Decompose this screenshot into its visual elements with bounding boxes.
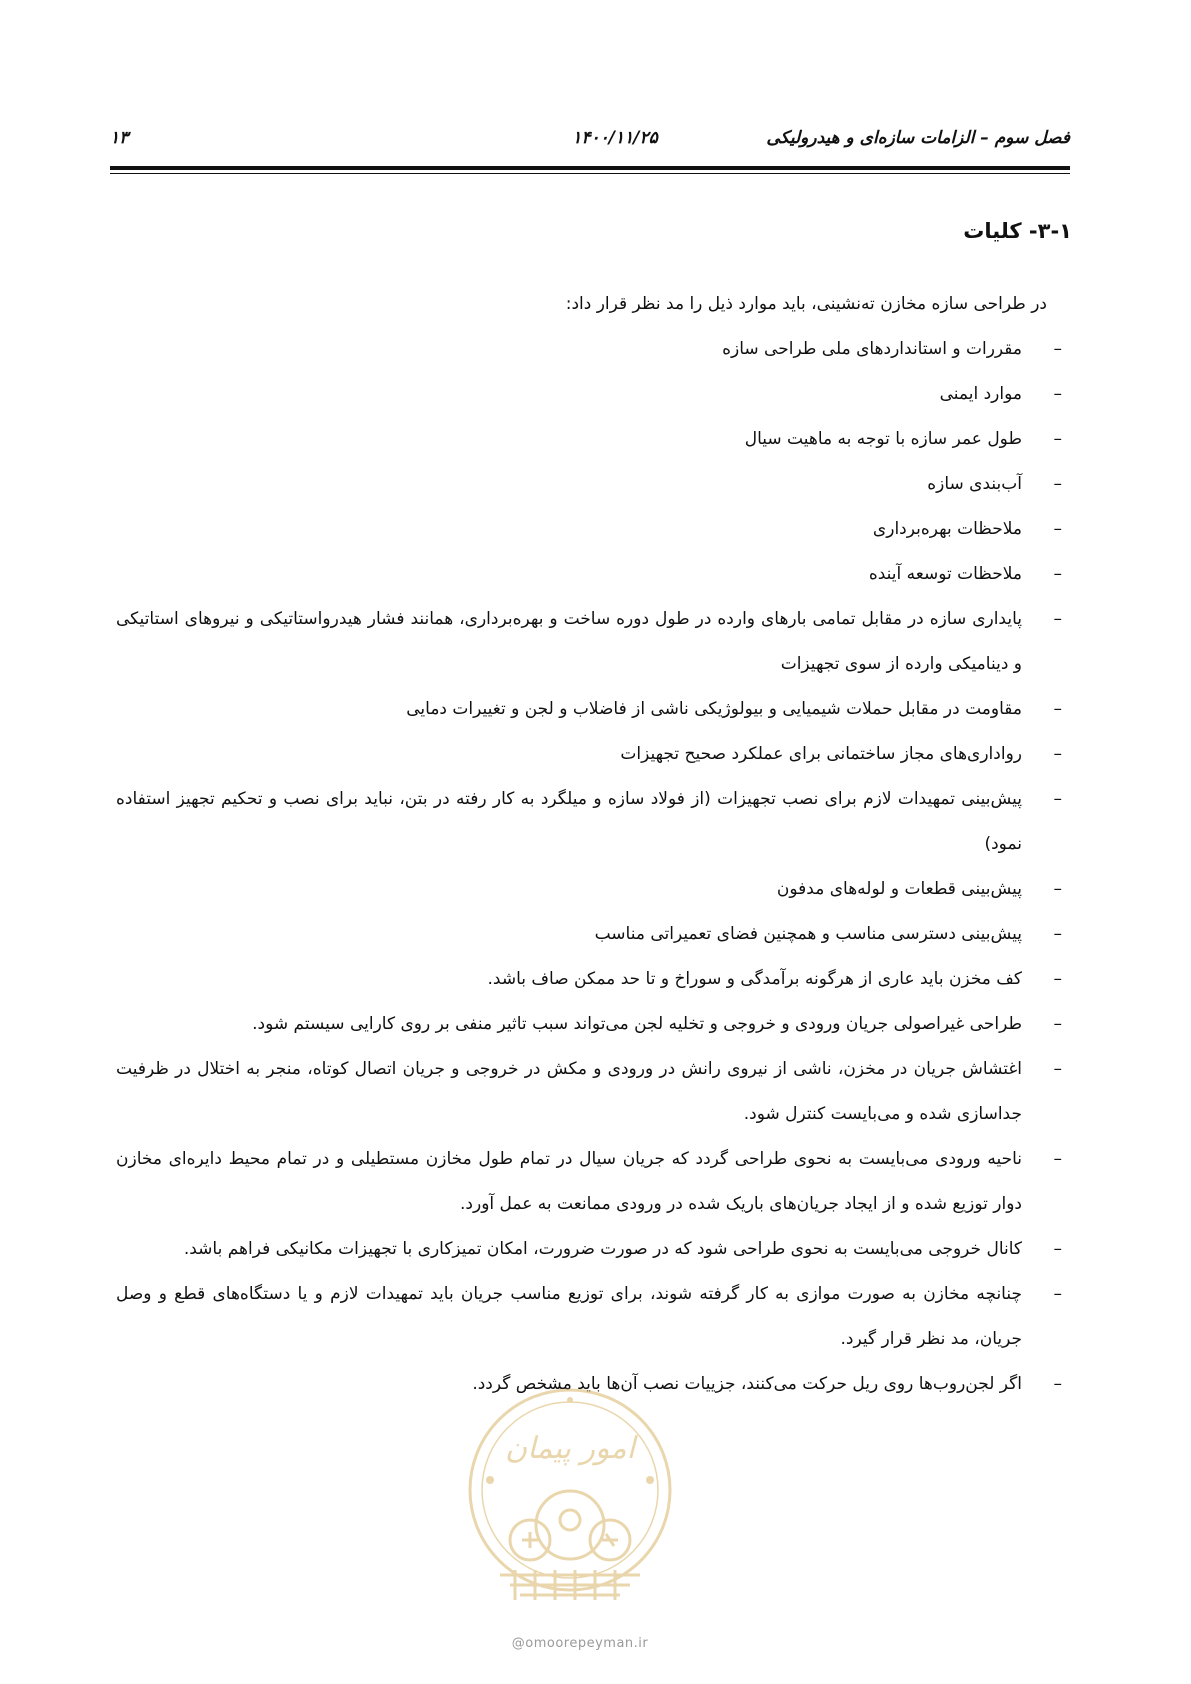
bullet-dash: –	[1053, 564, 1062, 584]
bullet-dash: –	[1053, 1059, 1062, 1079]
bullet-dash: –	[1053, 1014, 1062, 1034]
header-rule-thick	[110, 166, 1070, 170]
watermark-seal-icon	[460, 1370, 680, 1610]
list-item-text: پیش‌بینی قطعات و لوله‌های مدفون	[776, 879, 1022, 899]
list-item-text: موارد ایمنی	[939, 384, 1022, 404]
bullet-dash: –	[1053, 789, 1062, 809]
intro-paragraph: در طراحی سازه مخازن ته‌نشینی، باید موارد ذیل را مد نظر قرار داد:	[565, 294, 1047, 314]
list-item-text: مقاومت در مقابل حملات شیمیایی و بیولوژیکی ناشی از فاضلاب و لجن و تغییرات دمایی	[406, 699, 1022, 719]
list-item-text: ناحیه ورودی می‌بایست به نحوی طراحی گردد که جریان سیال در تمام طول مخازن مستطیلی و در تمام محیط دایره‌ای مخازن دوار توزیع شده و از ایجاد جریان‌های باریک شده در ورودی ممانعت به عمل آورد.	[116, 1149, 1022, 1214]
list-item-text: پیش‌بینی تمهیدات لازم برای نصب تجهیزات (از فولاد سازه و میلگرد به کار رفته در بتن، نباید برای نصب و تحکیم تجهیز استفاده نمود)	[116, 789, 1022, 854]
list-item	[116, 327, 1072, 372]
list-item	[116, 867, 1072, 912]
list-item-text: اغتشاش جریان در مخزن، ناشی از نیروی رانش در ورودی و مکش در خروجی و جریان اتصال کوتاه، منجر به اختلال در ظرفیت جداسازی شده و می‌بایست کنترل شود.	[116, 1059, 1022, 1124]
list-item-text: اگر لجن‌روب‌ها روی ریل حرکت می‌کنند، جزییات نصب آن‌ها باید مشخص گردد.	[472, 1374, 1022, 1394]
list-item-text: پیش‌بینی دسترسی مناسب و همچنین فضای تعمیراتی مناسب	[594, 924, 1022, 944]
page-header	[110, 128, 1070, 158]
list-item-text: پایداری سازه در مقابل تمامی بارهای وارده در طول دوره ساخت و بهره‌برداری، همانند فشار هیدرواستاتیکی و نیروهای استاتیکی و دینامیکی وارده از سوی تجهیزات	[116, 609, 1022, 674]
bullet-dash: –	[1053, 744, 1062, 764]
list-item-text: آب‌بندی سازه	[927, 474, 1022, 494]
section-body	[116, 282, 1072, 1407]
list-item-text: ملاحظات توسعه آینده	[868, 564, 1022, 584]
bullet-dash: –	[1053, 384, 1062, 404]
list-item	[116, 687, 1072, 732]
list-item-text: چنانچه مخازن به صورت موازی به کار گرفته شوند، برای توزیع مناسب جریان باید تمهیدات لازم و یا دستگاه‌های قطع و وصل جریان، مد نظر قرار گیرد.	[116, 1284, 1022, 1349]
bullet-dash: –	[1053, 609, 1062, 629]
bullet-dash: –	[1053, 924, 1062, 944]
bullet-dash: –	[1053, 1239, 1062, 1259]
list-item	[116, 417, 1072, 462]
list-item	[116, 597, 1072, 687]
list-item	[116, 912, 1072, 957]
list-item	[116, 462, 1072, 507]
list-item	[116, 372, 1072, 417]
section-heading: ۳-۱- کلیات	[963, 219, 1072, 243]
list-item	[116, 1047, 1072, 1137]
header-date: ۱۴۰۰/۱۱/۲۵	[572, 128, 658, 148]
list-item	[116, 552, 1072, 597]
list-item	[116, 1272, 1072, 1362]
list-item	[116, 957, 1072, 1002]
list-item-text: کانال خروجی می‌بایست به نحوی طراحی شود که در صورت ضرورت، امکان تمیزکاری با تجهیزات مکانیکی فراهم باشد.	[183, 1239, 1022, 1259]
chapter-title: فصل سوم – الزامات سازه‌ای و هیدرولیکی	[766, 128, 1070, 148]
bullet-dash: –	[1053, 474, 1062, 494]
bullet-dash: –	[1053, 1149, 1062, 1169]
bullet-dash: –	[1053, 879, 1062, 899]
bullet-dash: –	[1053, 429, 1062, 449]
bullet-dash: –	[1053, 1284, 1062, 1304]
list-item	[116, 1227, 1072, 1272]
bullet-dash: –	[1053, 699, 1062, 719]
bullet-dash: –	[1053, 1374, 1062, 1394]
list-item	[116, 507, 1072, 552]
bullet-dash: –	[1053, 969, 1062, 989]
list-item-text: مقررات و استانداردهای ملی طراحی سازه	[722, 339, 1022, 359]
watermark-url: @omoorepeyman.ir	[511, 1636, 649, 1651]
list-item	[116, 732, 1072, 777]
bullet-dash: –	[1053, 519, 1062, 539]
header-rule-thin	[110, 173, 1070, 174]
list-item	[116, 1137, 1072, 1227]
list-item-text: کف مخزن باید عاری از هرگونه برآمدگی و سوراخ و تا حد ممکن صاف باشد.	[487, 969, 1022, 989]
list-item-text: طراحی غیراصولی جریان ورودی و خروجی و تخلیه لجن می‌تواند سبب تاثیر منفی بر روی کارایی سیستم شود.	[252, 1014, 1022, 1034]
bullet-dash: –	[1053, 339, 1062, 359]
list-item-text: رواداری‌های مجاز ساختمانی برای عملکرد صحیح تجهیزات	[620, 744, 1022, 764]
list-item	[116, 777, 1072, 867]
page-number: ۱۳	[110, 128, 129, 148]
requirements-list	[116, 327, 1072, 1407]
list-item	[116, 1002, 1072, 1047]
list-item-text: طول عمر سازه با توجه به ماهیت سیال	[744, 429, 1022, 449]
list-item-text: ملاحظات بهره‌برداری	[872, 519, 1022, 539]
watermark-logo-text: امور پیمان	[505, 1431, 635, 1466]
